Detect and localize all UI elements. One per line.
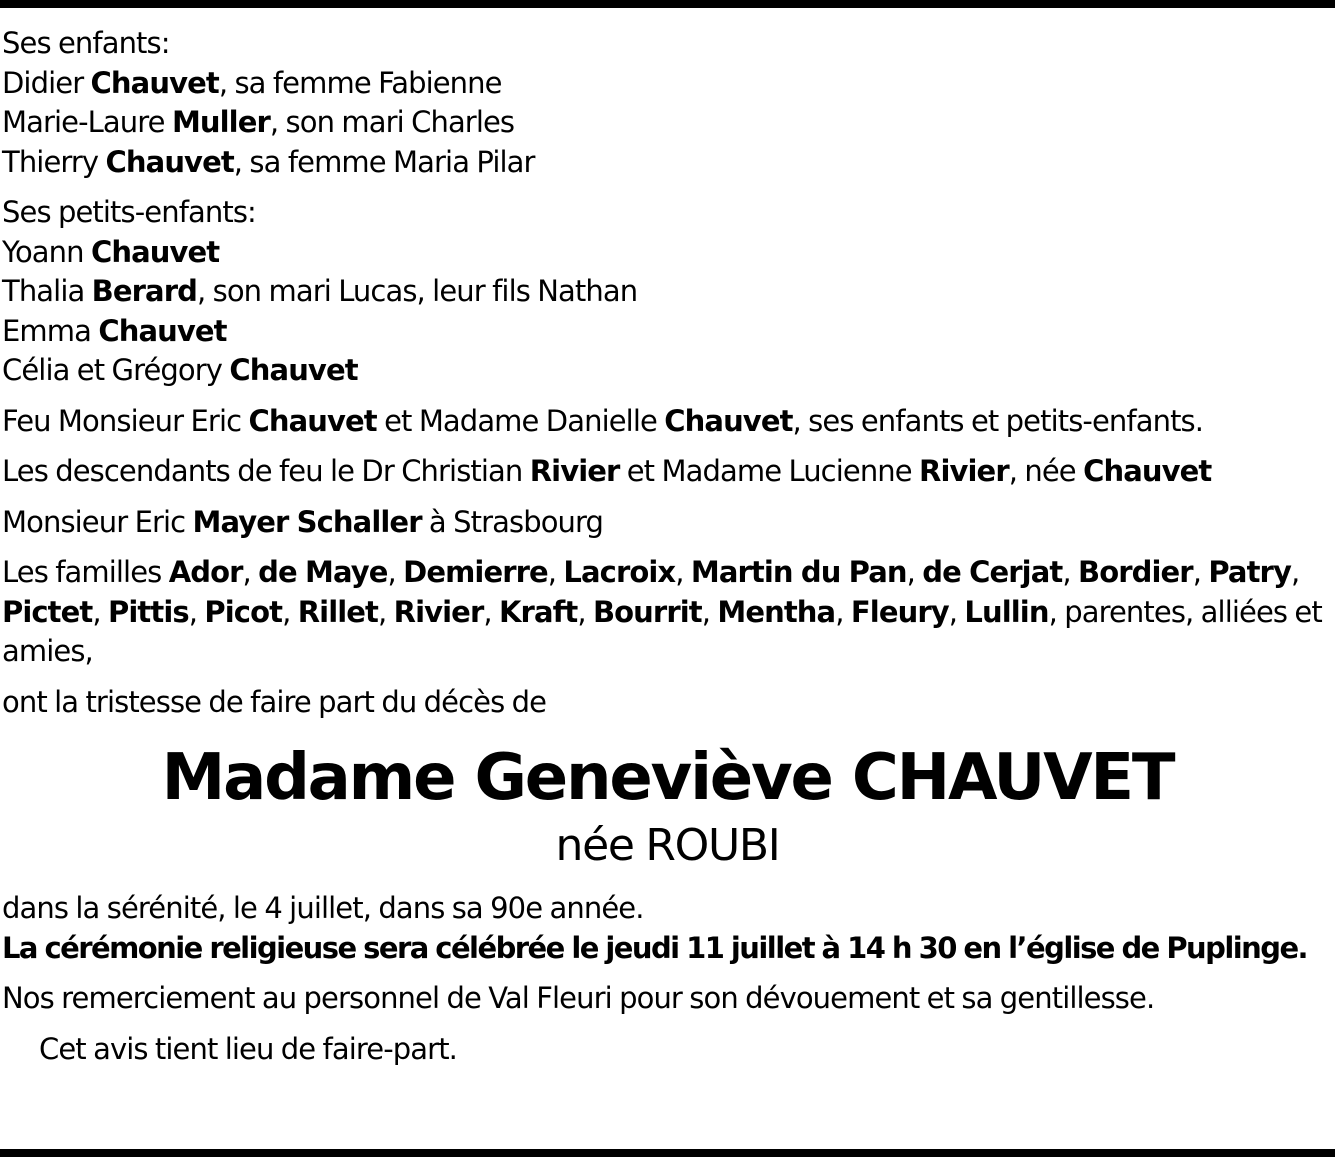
surname: Chauvet [105, 144, 234, 179]
thanks-line: Nos remerciement au personnel de Val Fleuri pour son dévouement et sa gentillesse. [2, 981, 1155, 1015]
children-section [2, 24, 1333, 182]
child-entry: Thierry Chauvet, sa femme Maria Pilar [2, 144, 535, 179]
separator: , [835, 594, 851, 629]
separator: , [483, 594, 499, 629]
surname: Berard [91, 274, 197, 308]
child-entry: Marie-Laure Muller, son mari Charles [2, 105, 515, 139]
top-rule [0, 0, 1335, 8]
surname: Chauvet [90, 234, 220, 269]
family-name: Ador [168, 555, 243, 589]
grandchildren-section [2, 193, 1333, 391]
separator: , [675, 555, 691, 589]
grandchildren-heading: Ses petits-enfants: [2, 195, 256, 229]
family-name: Picot [204, 594, 283, 629]
surname: Mayer Schaller [192, 504, 422, 539]
separator: , [547, 555, 564, 589]
surname: Muller [171, 105, 270, 139]
family-name: Rillet [297, 594, 379, 629]
family-name: Demierre [403, 555, 548, 589]
family-name: de Maye [258, 555, 388, 589]
family-name: Rivier [393, 594, 484, 629]
bottom-rule [0, 1149, 1335, 1157]
child-entry: Didier Chauvet, sa femme Fabienne [2, 65, 502, 100]
obituary-notice [2, 24, 1333, 1069]
families-paragraph [2, 553, 1333, 672]
separator: , [242, 555, 259, 589]
family-name: Pictet [2, 594, 93, 629]
maiden-name: née ROUBI [555, 820, 780, 871]
ceremony-line: La cérémonie religieuse sera célébrée le jeudi 11 juillet à 14 h 30 en l’église de Puplinge. [2, 930, 1308, 965]
surname: Chauvet [248, 403, 377, 438]
family-name: Pittis [108, 594, 189, 629]
separator: , [948, 594, 965, 629]
grandchild-entry: Thalia Berard, son mari Lucas, leur fils Nathan [2, 274, 638, 308]
separator: , [1062, 555, 1078, 589]
grandchild-entry: Célia et Grégory Chauvet [2, 353, 358, 387]
family-name: Patry [1208, 555, 1291, 589]
grandchild-entry: Yoann Chauvet [2, 234, 220, 269]
separator: , [1192, 555, 1209, 589]
surname: Chauvet [90, 65, 219, 100]
announcement-line: ont la tristesse de faire part du décès de [2, 684, 547, 719]
surname: Chauvet [98, 313, 227, 348]
families-intro: Les familles [2, 555, 169, 589]
separator: , [387, 555, 404, 589]
family-name: Martin du Pan [690, 555, 907, 589]
separator: , [378, 594, 394, 629]
family-name: Bourrit [592, 594, 702, 629]
family-name: Lullin [964, 594, 1049, 629]
passing-line: dans la sérénité, le 4 juillet, dans sa 90e année. [2, 891, 644, 925]
descendants-line: Les descendants de feu le Dr Christian Rivier et Madame Lucienne Rivier, née Chauvet [2, 454, 1212, 488]
families-outro: , parentes, alliées et amies, [2, 594, 1322, 668]
family-name: Mentha [717, 594, 836, 629]
surname: Rivier [529, 454, 620, 488]
surname: Chauvet [664, 403, 793, 438]
family-name: Kraft [498, 594, 578, 629]
separator: , [577, 594, 593, 629]
separator: , [92, 594, 109, 629]
separator: , [701, 594, 718, 629]
family-name: Fleury [850, 594, 949, 629]
surname: Chauvet [1083, 454, 1212, 488]
mayer-line: Monsieur Eric Mayer Schaller à Strasbourg [2, 504, 604, 539]
separator: , [188, 594, 205, 629]
family-name: Bordier [1077, 555, 1193, 589]
children-heading: Ses enfants: [2, 26, 170, 60]
family-name: Lacroix [563, 555, 676, 589]
eric-danielle-line: Feu Monsieur Eric Chauvet et Madame Danielle Chauvet, ses enfants et petits-enfants. [2, 403, 1204, 438]
grandchild-entry: Emma Chauvet [2, 313, 227, 348]
deceased-name: Madame Geneviève CHAUVET [161, 741, 1174, 815]
separator: , [906, 555, 923, 589]
surname: Rivier [919, 454, 1009, 488]
separator: , [1290, 555, 1300, 589]
surname: Chauvet [229, 353, 358, 387]
family-name: de Cerjat [922, 555, 1063, 589]
notice-line: Cet avis tient lieu de faire-part. [39, 1031, 457, 1066]
separator: , [282, 594, 298, 629]
